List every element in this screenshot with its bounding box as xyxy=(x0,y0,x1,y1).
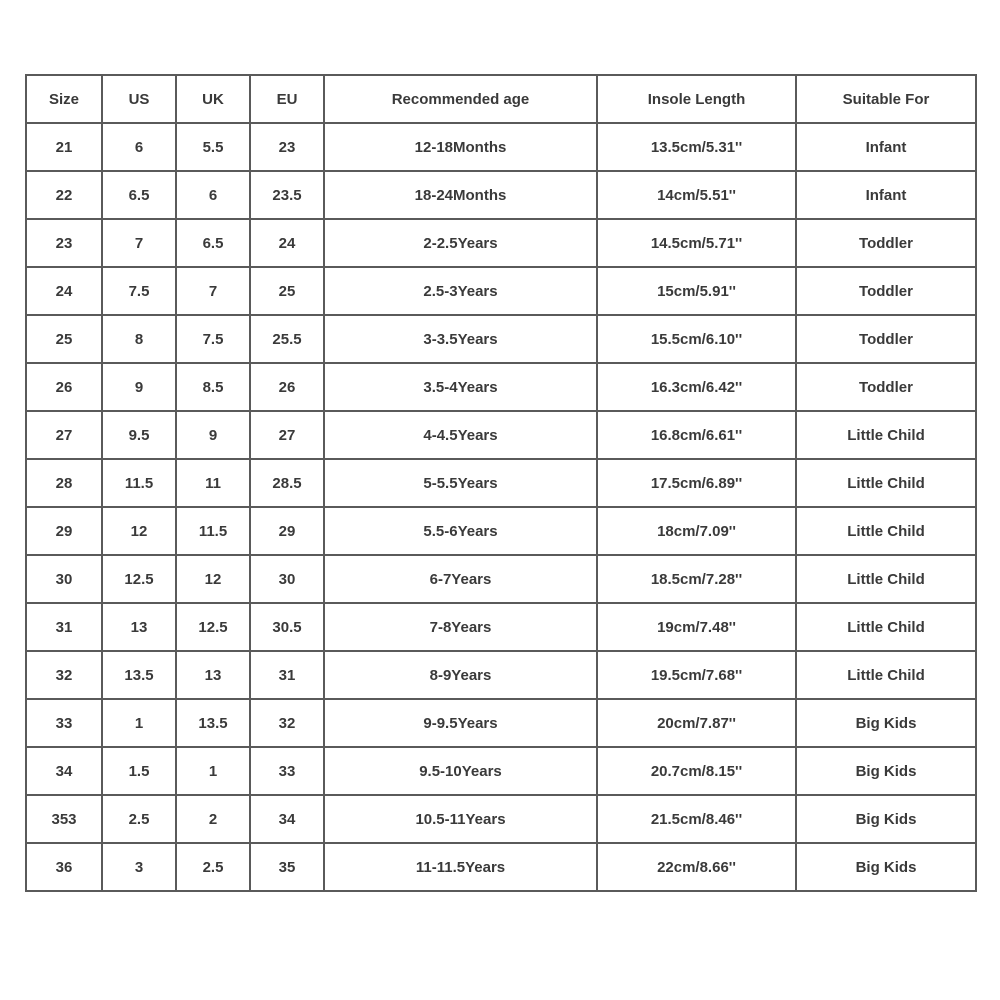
cell-eu: 23 xyxy=(250,123,324,171)
cell-insole-length: 22cm/8.66'' xyxy=(597,843,796,891)
header-size: Size xyxy=(26,75,102,123)
cell-size: 34 xyxy=(26,747,102,795)
table-row xyxy=(26,603,976,651)
cell-uk: 11 xyxy=(176,459,250,507)
table-row xyxy=(26,219,976,267)
cell-eu: 25 xyxy=(250,267,324,315)
cell-suitable-for: Little Child xyxy=(796,651,976,699)
cell-size: 32 xyxy=(26,651,102,699)
cell-eu: 35 xyxy=(250,843,324,891)
cell-insole-length: 14cm/5.51'' xyxy=(597,171,796,219)
cell-uk: 12 xyxy=(176,555,250,603)
cell-size: 25 xyxy=(26,315,102,363)
cell-suitable-for: Little Child xyxy=(796,411,976,459)
cell-insole-length: 18.5cm/7.28'' xyxy=(597,555,796,603)
cell-suitable-for: Toddler xyxy=(796,315,976,363)
cell-uk: 9 xyxy=(176,411,250,459)
cell-insole-length: 13.5cm/5.31'' xyxy=(597,123,796,171)
cell-us: 12.5 xyxy=(102,555,176,603)
cell-size: 29 xyxy=(26,507,102,555)
cell-us: 2.5 xyxy=(102,795,176,843)
cell-us: 1.5 xyxy=(102,747,176,795)
header-recommended-age: Recommended age xyxy=(324,75,597,123)
cell-uk: 2.5 xyxy=(176,843,250,891)
cell-eu: 28.5 xyxy=(250,459,324,507)
cell-uk: 6.5 xyxy=(176,219,250,267)
table-row xyxy=(26,267,976,315)
cell-suitable-for: Toddler xyxy=(796,267,976,315)
cell-eu: 33 xyxy=(250,747,324,795)
cell-us: 13 xyxy=(102,603,176,651)
table-row xyxy=(26,171,976,219)
cell-recommended-age: 9.5-10Years xyxy=(324,747,597,795)
cell-insole-length: 16.3cm/6.42'' xyxy=(597,363,796,411)
cell-recommended-age: 3-3.5Years xyxy=(324,315,597,363)
cell-size: 27 xyxy=(26,411,102,459)
cell-eu: 34 xyxy=(250,795,324,843)
cell-insole-length: 21.5cm/8.46'' xyxy=(597,795,796,843)
cell-suitable-for: Infant xyxy=(796,171,976,219)
header-uk: UK xyxy=(176,75,250,123)
cell-eu: 32 xyxy=(250,699,324,747)
table-body xyxy=(26,123,976,891)
cell-suitable-for: Toddler xyxy=(796,219,976,267)
cell-suitable-for: Big Kids xyxy=(796,699,976,747)
cell-eu: 30 xyxy=(250,555,324,603)
cell-size: 30 xyxy=(26,555,102,603)
table-row xyxy=(26,747,976,795)
table-row xyxy=(26,363,976,411)
cell-size: 353 xyxy=(26,795,102,843)
cell-uk: 13 xyxy=(176,651,250,699)
cell-suitable-for: Little Child xyxy=(796,459,976,507)
cell-uk: 11.5 xyxy=(176,507,250,555)
cell-recommended-age: 5-5.5Years xyxy=(324,459,597,507)
cell-eu: 25.5 xyxy=(250,315,324,363)
cell-eu: 31 xyxy=(250,651,324,699)
cell-recommended-age: 8-9Years xyxy=(324,651,597,699)
header-row xyxy=(26,75,976,123)
cell-suitable-for: Little Child xyxy=(796,603,976,651)
cell-uk: 8.5 xyxy=(176,363,250,411)
cell-recommended-age: 7-8Years xyxy=(324,603,597,651)
cell-us: 9 xyxy=(102,363,176,411)
cell-us: 6 xyxy=(102,123,176,171)
cell-insole-length: 20.7cm/8.15'' xyxy=(597,747,796,795)
cell-eu: 23.5 xyxy=(250,171,324,219)
cell-recommended-age: 2-2.5Years xyxy=(324,219,597,267)
cell-us: 1 xyxy=(102,699,176,747)
cell-insole-length: 19cm/7.48'' xyxy=(597,603,796,651)
cell-uk: 2 xyxy=(176,795,250,843)
cell-us: 6.5 xyxy=(102,171,176,219)
cell-us: 8 xyxy=(102,315,176,363)
cell-suitable-for: Big Kids xyxy=(796,795,976,843)
cell-uk: 12.5 xyxy=(176,603,250,651)
cell-suitable-for: Little Child xyxy=(796,507,976,555)
cell-size: 33 xyxy=(26,699,102,747)
cell-insole-length: 15.5cm/6.10'' xyxy=(597,315,796,363)
cell-us: 13.5 xyxy=(102,651,176,699)
cell-recommended-age: 11-11.5Years xyxy=(324,843,597,891)
cell-suitable-for: Little Child xyxy=(796,555,976,603)
cell-us: 7.5 xyxy=(102,267,176,315)
cell-suitable-for: Infant xyxy=(796,123,976,171)
cell-uk: 13.5 xyxy=(176,699,250,747)
table-row xyxy=(26,411,976,459)
table-row xyxy=(26,699,976,747)
cell-recommended-age: 5.5-6Years xyxy=(324,507,597,555)
cell-size: 22 xyxy=(26,171,102,219)
cell-insole-length: 14.5cm/5.71'' xyxy=(597,219,796,267)
cell-eu: 24 xyxy=(250,219,324,267)
cell-suitable-for: Toddler xyxy=(796,363,976,411)
cell-eu: 29 xyxy=(250,507,324,555)
header-us: US xyxy=(102,75,176,123)
table-header xyxy=(26,75,976,123)
table-row xyxy=(26,555,976,603)
cell-us: 3 xyxy=(102,843,176,891)
cell-suitable-for: Big Kids xyxy=(796,843,976,891)
table-row xyxy=(26,315,976,363)
table-row xyxy=(26,795,976,843)
cell-recommended-age: 4-4.5Years xyxy=(324,411,597,459)
header-eu: EU xyxy=(250,75,324,123)
cell-size: 26 xyxy=(26,363,102,411)
cell-eu: 30.5 xyxy=(250,603,324,651)
table-row xyxy=(26,459,976,507)
cell-us: 12 xyxy=(102,507,176,555)
cell-eu: 26 xyxy=(250,363,324,411)
cell-recommended-age: 6-7Years xyxy=(324,555,597,603)
table-row xyxy=(26,651,976,699)
cell-size: 28 xyxy=(26,459,102,507)
size-chart-table xyxy=(25,74,977,892)
table-row xyxy=(26,123,976,171)
cell-size: 23 xyxy=(26,219,102,267)
cell-insole-length: 18cm/7.09'' xyxy=(597,507,796,555)
cell-recommended-age: 12-18Months xyxy=(324,123,597,171)
cell-uk: 7 xyxy=(176,267,250,315)
cell-insole-length: 15cm/5.91'' xyxy=(597,267,796,315)
cell-insole-length: 19.5cm/7.68'' xyxy=(597,651,796,699)
cell-insole-length: 20cm/7.87'' xyxy=(597,699,796,747)
cell-recommended-age: 3.5-4Years xyxy=(324,363,597,411)
cell-recommended-age: 10.5-11Years xyxy=(324,795,597,843)
table-row xyxy=(26,843,976,891)
cell-insole-length: 17.5cm/6.89'' xyxy=(597,459,796,507)
cell-uk: 6 xyxy=(176,171,250,219)
cell-uk: 1 xyxy=(176,747,250,795)
cell-uk: 7.5 xyxy=(176,315,250,363)
cell-eu: 27 xyxy=(250,411,324,459)
cell-size: 24 xyxy=(26,267,102,315)
table-row xyxy=(26,507,976,555)
cell-size: 21 xyxy=(26,123,102,171)
cell-us: 11.5 xyxy=(102,459,176,507)
cell-suitable-for: Big Kids xyxy=(796,747,976,795)
cell-size: 31 xyxy=(26,603,102,651)
cell-recommended-age: 18-24Months xyxy=(324,171,597,219)
cell-us: 9.5 xyxy=(102,411,176,459)
header-suitable-for: Suitable For xyxy=(796,75,976,123)
cell-recommended-age: 2.5-3Years xyxy=(324,267,597,315)
header-insole-length: Insole Length xyxy=(597,75,796,123)
cell-us: 7 xyxy=(102,219,176,267)
cell-size: 36 xyxy=(26,843,102,891)
cell-recommended-age: 9-9.5Years xyxy=(324,699,597,747)
cell-insole-length: 16.8cm/6.61'' xyxy=(597,411,796,459)
cell-uk: 5.5 xyxy=(176,123,250,171)
